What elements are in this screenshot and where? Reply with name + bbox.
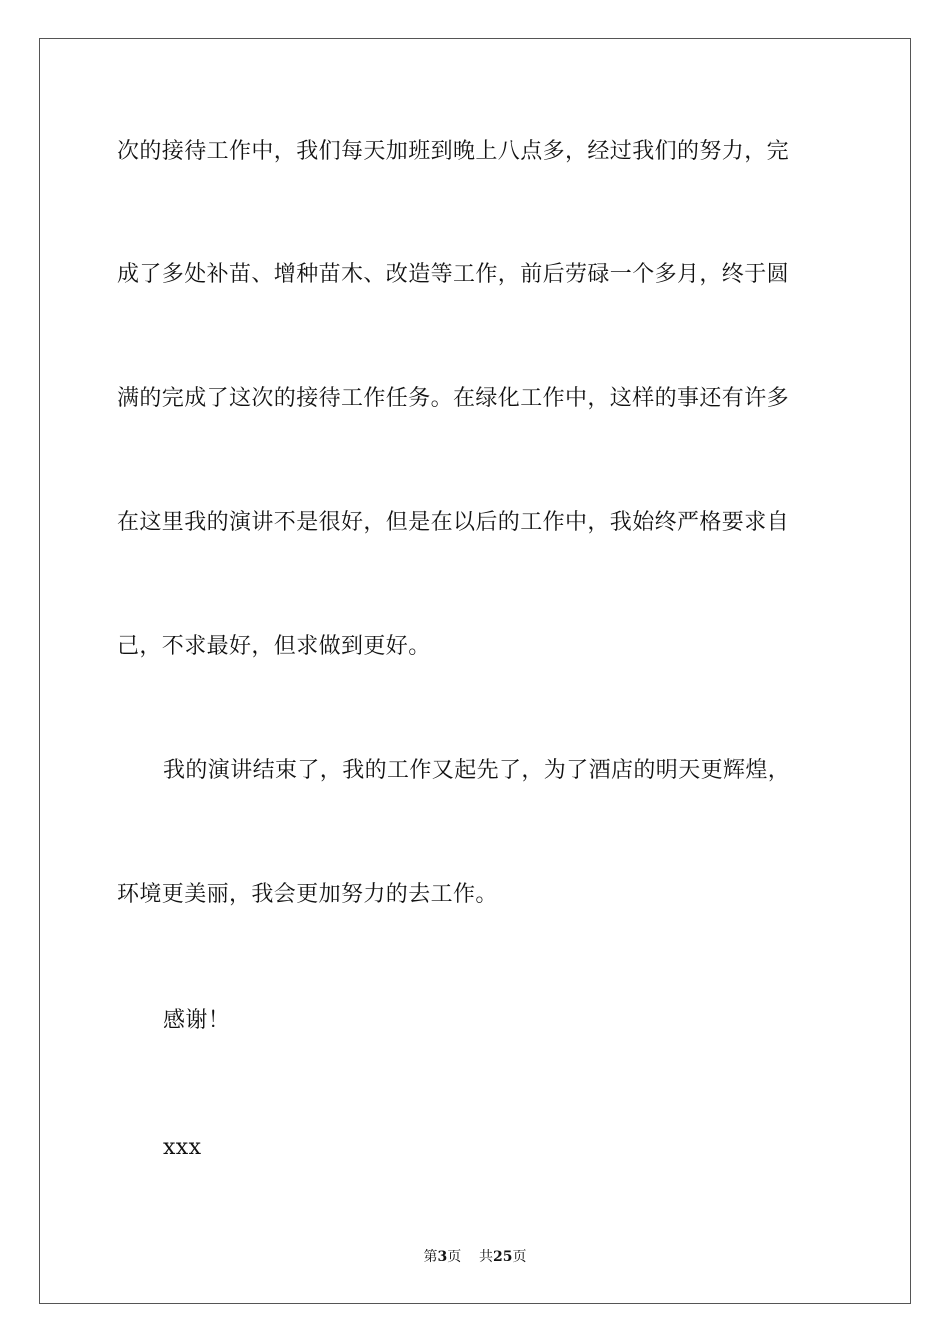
footer-page-current: 3 [437,1249,448,1265]
closing-thanks: 感谢！ [163,1008,231,1033]
body-line-1: 次的接待工作中，我们每天加班到晚上八点多，经过我们的努力，完 [117,139,790,164]
footer-page-prefix: 第 [423,1249,438,1265]
body-line-6: 我的演讲结束了，我的工作又起先了，为了酒店的明天更辉煌， [163,758,791,783]
body-line-7: 环境更美丽，我会更加努力的去工作。 [117,882,498,907]
body-line-2: 成了多处补苗、增种苗木、改造等工作，前后劳碌一个多月，终于圆 [117,262,790,287]
signature: xxx [163,1135,202,1160]
body-line-5: 己，不求最好，但求做到更好。 [117,634,431,659]
page-footer [0,1248,950,1266]
footer-page-suffix: 页 [447,1249,462,1265]
body-line-3: 满的完成了这次的接待工作任务。在绿化工作中，这样的事还有许多 [117,386,790,411]
footer-total-suffix: 页 [512,1249,527,1265]
footer-page-total: 25 [493,1249,513,1265]
footer-total-prefix: 共 [479,1249,494,1265]
page-frame [39,38,911,1304]
body-line-4: 在这里我的演讲不是很好，但是在以后的工作中，我始终严格要求自 [117,510,790,535]
